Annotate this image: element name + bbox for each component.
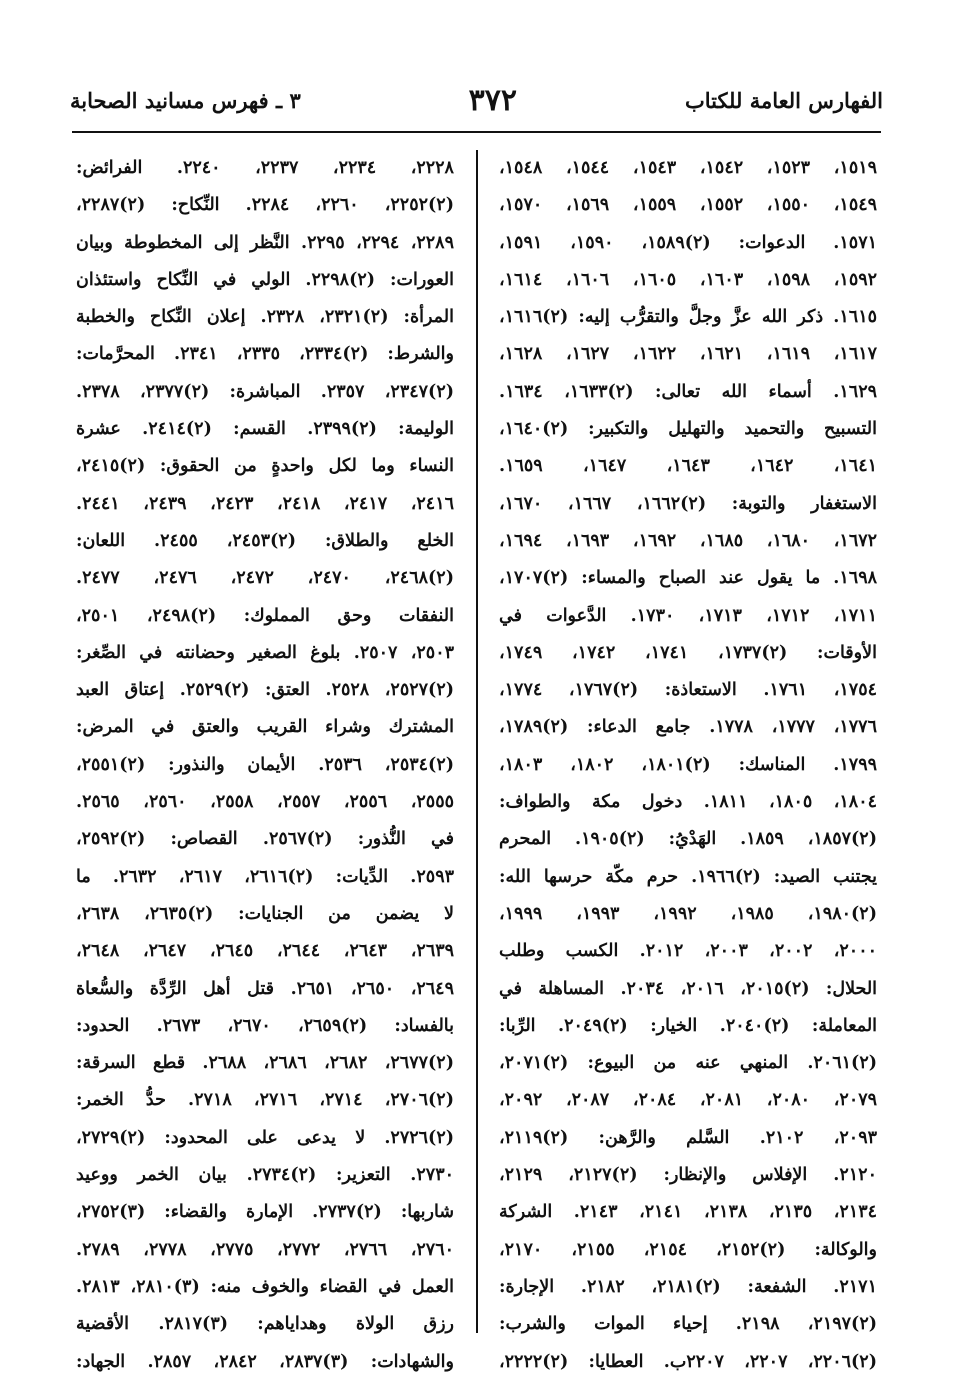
index-line: ١٧٧٦، ١٧٧٧، ١٧٧٨. جامع الدعاء: (٢)١٧٨٩، [499,717,877,738]
index-line: بالفساد: (٢)٢٦٥٩، ٢٦٧٠، ٢٦٧٣. الحدود: [76,1015,454,1036]
index-line: ٢٧٦٠، ٢٧٦٦، ٢٧٧٢، ٢٧٧٥، ٢٧٧٨، ٢٧٨٩. [76,1239,454,1260]
left-column [76,150,454,1381]
index-line: في النُّذور: (٢)٢٥٦٧. القصاص: (٢)٢٥٩٢، [76,829,454,850]
page-number: ٣٧٢ [468,82,517,118]
index-line: (٢)٢٤٦٨، ٢٤٧٠، ٢٤٧٢، ٢٤٧٦، ٢٤٧٧. [76,568,454,589]
index-line: لا يضمن من الجنايات: (٢)٢٦٣٥، ٢٦٣٨، [76,903,454,924]
index-line: (٢)٢١٩٧، ٢١٩٨. إحياء الموات والشرب: [499,1314,877,1335]
index-line: (٢)٢٢٠٦، ٢٢٠٧، ٢٢٠٧ب. العطايا: (٢)٢٢٢٢، [499,1351,877,1372]
index-line: الأوقات: (٢)١٧٣٧، ١٧٤١، ١٧٤٢، ١٧٤٩، [499,642,877,663]
index-line: ٢٠٩٣، ٢١٠٢. السَّلم والرَّهن: (٢)٢١١٩، [499,1127,877,1148]
index-line: (٢)٢٧٢٦. لا يدعى على المحدود: (٢)٢٧٢٩، [76,1127,454,1148]
index-line: المشترك وشراء القريب والعتق في المرض: [76,717,454,738]
header-rule [72,131,881,133]
index-line: ٢٧٣٠. التعزير: (٢)٢٧٣٤. بيان الخمر ووعيد [76,1165,454,1186]
index-line: ١٦٧٢، ١٦٨٠، ١٦٨٥، ١٦٩٢، ١٦٩٣، ١٦٩٤، [499,530,877,551]
index-line: ٢٥٠٣، ٢٥٠٧. بلوغ الصغير وحضانته في الصِّغر: [76,642,454,663]
index-line: يجتنب الصيد: (٢)١٩٦٦. حرم مكّة حرسها الله: [499,866,877,887]
index-line: المرأة: (٢)٢٣٢١، ٢٣٢٨. إعلان النِّكاح والخطبة [76,307,454,328]
index-line: والشهادات: (٣)٢٨٣٧، ٢٨٤٢، ٢٨٥٧. الجهاد: [76,1351,454,1372]
index-line: ٢١٢٠. الإفلاس والإنظار: (٢)٢١٢٧، ٢١٢٩، [499,1165,877,1186]
index-line: النساء وما لكل واحدةٍ من الحقوق: (٢)٢٤١٥، [76,456,454,477]
page-header [70,78,883,122]
index-line: ٢٦٣٩، ٢٦٤٣، ٢٦٤٤، ٢٦٤٥، ٢٦٤٧، ٢٦٤٨، [76,941,454,962]
index-line: ٢٢٢٨، ٢٢٣٤، ٢٢٣٧، ٢٢٤٠. الفرائض: [76,158,454,178]
index-line: (٢)٢٣٤٧، ٢٣٥٧. المباشرة: (٢)٢٣٧٧، ٢٣٧٨. [76,381,454,402]
right-column [499,150,877,1381]
index-line: ٢٠٧٩، ٢٠٨٠، ٢٠٨١، ٢٠٨٤، ٢٠٨٧، ٢٠٩٢، [499,1090,877,1111]
index-line: ٢١٧١. الشفعة: (٢)٢١٨١، ٢١٨٢. الإجارة: [499,1276,877,1297]
index-line: ٢٠٠٠، ٢٠٠٢، ٢٠٠٣، ٢٠١٢. الكسب وطلب [499,941,877,962]
index-line: رزق الولاة وهداياهم: (٣)٢٨١٧. الأقضية [76,1314,454,1335]
index-line: ٢٥٥٥، ٢٥٥٦، ٢٥٥٧، ٢٥٥٨، ٢٥٦٠، ٢٥٦٥. [76,792,454,813]
index-line: (٢)٢٠٦١. المنهي عنه من البيوع: (٢)٢٠٧١، [499,1053,877,1074]
index-line: (٢)٢٦٧٧، ٢٦٨٢، ٢٦٨٦، ٢٦٨٨. قطع السرقة: [76,1053,454,1074]
index-line: التسبيح والتحميد والتهليل والتكبير: (٢)١٦٤٠، [499,419,877,440]
section-title: ٣ ـ فهرس مسانيد الصحابة [70,87,301,113]
index-line: النفقات وحق المملوك: (٢)٢٤٩٨، ٢٥٠١، [76,605,454,626]
index-line: ١٥٧١. الدعوات: (٢)١٥٨٩، ١٥٩٠، ١٥٩١، [499,232,877,253]
index-line: ١٦٤١، ١٦٤٢، ١٦٤٣، ١٦٤٧، ١٦٥٩. [499,456,877,477]
index-line: (٢)١٨٥٧، ١٨٥٩. الهَدْيُ: (٢)١٩٠٥. المحرم [499,829,877,850]
index-line: ١٨٠٤، ١٨٠٥، ١٨١١. دخول مكة والطواف: [499,792,877,813]
column-divider [476,150,478,1333]
index-line: ٢١٣٤، ٢١٣٥، ٢١٣٨، ٢١٤١، ٢١٤٣. الشركة [499,1202,877,1223]
index-line: (٢)٢٥٣٤، ٢٥٣٦. الأيمان والنذور: (٢)٢٥٥١، [76,754,454,775]
index-line: الاستغفار والتوبة: (٢)١٦٦٢، ١٦٦٧، ١٦٧٠، [499,493,877,514]
index-line: ١٦١٧، ١٦١٩، ١٦٢١، ١٦٢٢، ١٦٢٧، ١٦٢٨، [499,344,877,365]
index-line: ٢٢٨٩، ٢٢٩٤، ٢٢٩٥. النَّظر إلى المخطوطة وبيان [76,232,454,253]
index-line: ٢٦٤٩، ٢٦٥٠، ٢٦٥١. قتل أهل الرِّدَّة والسُّعاة [76,978,454,999]
index-line: الوليمة: (٢)٢٣٩٩. القسم: (٢)٢٤١٤. عشرة [76,419,454,440]
index-line: العورات: (٢)٢٢٩٨. الولي في النِّكاح واستئذان [76,269,454,290]
index-line: والشرط: (٢)٢٣٣٤، ٢٣٣٥، ٢٣٤١. المحرَّمات: [76,344,454,365]
index-line: (٢)٢٧٠٦، ٢٧١٤، ٢٧١٦، ٢٧١٨. حدُّ الخمر: [76,1090,454,1111]
index-line: ١٥١٩، ١٥٢٣، ١٥٤٢، ١٥٤٣، ١٥٤٤، ١٥٤٨، [499,158,877,178]
index-line: ١٥٩٢، ١٥٩٨، ١٦٠٣، ١٦٠٥، ١٦٠٦، ١٦١٤، [499,269,877,290]
index-line: (٢)١٩٨٠، ١٩٨٥، ١٩٩٢، ١٩٩٣، ١٩٩٩، [499,903,877,924]
index-line: ١٧٥٤، ١٧٦١. الاستعاذة: (٢)١٧٦٧، ١٧٧٤، [499,680,877,701]
index-line: ٢٤١٦، ٢٤١٧، ٢٤١٨، ٢٤٢٣، ٢٤٣٩، ٢٤٤١. [76,493,454,514]
index-line: ١٧٩٩. المناسك: (٢)١٨٠١، ١٨٠٢، ١٨٠٣، [499,754,877,775]
index-line: ١٦٩٨. ما يقول عند الصباح والمساء: (٢)١٧٠٧، [499,568,877,589]
index-line: ٢٥٩٣. الدِّيات: (٢)٢٦١٦، ٢٦١٧، ٢٦٣٢. ما [76,866,454,887]
index-line: العمل في القضاء والخوف منه: (٣)٢٨١٠، ٢٨١٣. [76,1276,454,1297]
book-title: الفهارس العامة للكتاب [684,87,883,113]
index-line: ١٥٤٩، ١٥٥٠، ١٥٥٢، ١٥٥٩، ١٥٦٩، ١٥٧٠، [499,195,877,216]
index-line: (٢)٢٢٥٢، ٢٢٦٠، ٢٢٨٤. النِّكاح: (٢)٢٢٨٧، [76,195,454,216]
index-line: الخلع والطلاق: (٢)٢٤٥٣، ٢٤٥٥. اللعان: [76,530,454,551]
index-line: ١٦٢٩. أسماء الله تعالى: (٢)١٦٣٣، ١٦٣٤. [499,381,877,402]
index-line: الحلال: (٢)٢٠١٥، ٢٠١٦، ٢٠٣٤. المساهلة في [499,978,877,999]
index-line: ١٧١١، ١٧١٢، ١٧١٣، ١٧٣٠. الدَّعوات في [499,605,877,626]
index-line: المعاملة: (٢)٢٠٤٠. الخيار: (٢)٢٠٤٩. الرِّبا: [499,1015,877,1036]
index-line: والوكالة: (٢)٢١٥٢، ٢١٥٤، ٢١٥٥، ٢١٧٠، [499,1239,877,1260]
index-line: ١٦١٥. ذكر الله عزَّ وجلَّ والتقرُّب إليه: (٢)١٦١٦، [499,307,877,328]
index-line: (٢)٢٥٢٧، ٢٥٢٨. العتق: (٢)٢٥٢٩. إعتاق العبد [76,680,454,701]
index-line: شاربها: (٢)٢٧٣٧. الإمارة والقضاء: (٣)٢٧٥٢، [76,1202,454,1223]
